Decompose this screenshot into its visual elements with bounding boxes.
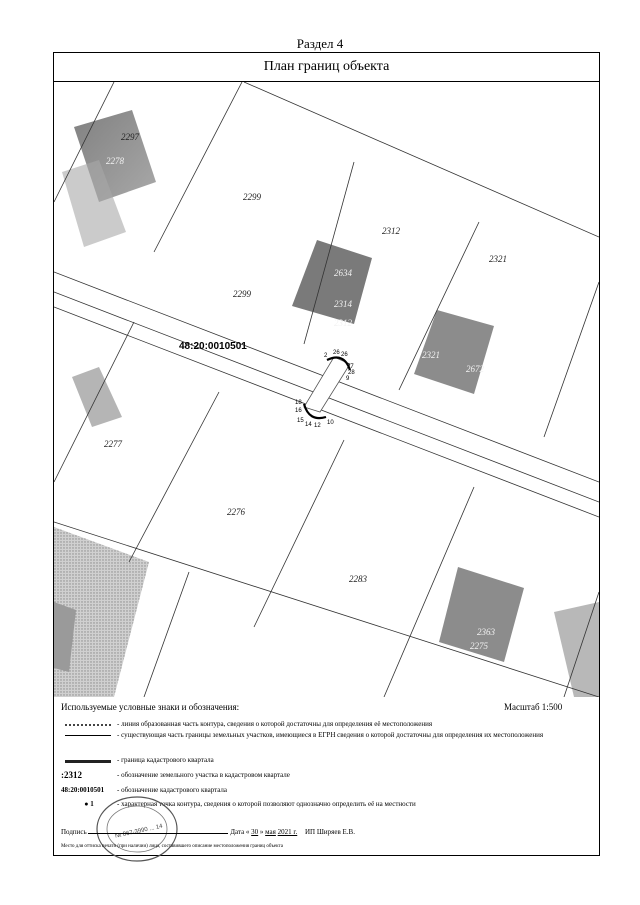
point-label: 15	[297, 418, 304, 424]
label-parcel-2276: 2276	[227, 507, 245, 517]
legend-text: - существующая часть границы земельных участков, имеющиеся в ЕГРН сведения о которой достаточны для определения их местоположения	[117, 731, 544, 739]
legend-symbol-existing-line	[61, 731, 117, 739]
label-building-2363: 2363	[477, 627, 495, 637]
point-label: 18	[295, 400, 302, 406]
point-label: 26	[333, 350, 340, 356]
legend-text: - обозначение земельного участка в кадастровом квартале	[117, 771, 290, 779]
date-label: Дата	[230, 828, 245, 836]
legend-symbol-quarter-line	[61, 756, 117, 764]
building-2277	[72, 367, 122, 427]
point-label: 16	[295, 408, 302, 414]
section-title: Раздел 4	[296, 36, 344, 51]
map-canvas	[54, 82, 599, 697]
label-building-2321: 2321	[422, 350, 440, 360]
legend-text: - характерная точка контура, сведения о которой позволяют однозначно определить её на местности	[117, 800, 416, 808]
label-cadastral-quarter: 48:20:0010501	[179, 341, 247, 352]
point-label: 10	[327, 420, 334, 426]
label-building-2275: 2275	[470, 641, 488, 651]
object-contour	[304, 357, 350, 418]
legend-text: - граница кадастрового квартала	[117, 756, 214, 764]
label-building-2314: 2314	[334, 299, 352, 309]
date-day: 30	[251, 828, 259, 836]
legend-heading: Используемые условные знаки и обозначения:	[61, 702, 240, 712]
legend-symbol-parcel: :2312	[61, 770, 82, 780]
map-scale: Масштаб 1:500	[504, 702, 563, 712]
legend-text: - линия образованная часть контура, сведения о которой достаточны для определения её местоположения	[117, 720, 433, 728]
date-month: мая	[265, 828, 276, 836]
stamp-text: № 867-3990 ... 14	[114, 823, 164, 840]
signature-line	[88, 833, 228, 834]
label-building-2312: 2312	[334, 318, 352, 328]
signature-label: Подпись	[61, 828, 87, 836]
point-label: 12	[314, 423, 321, 429]
label-parcel-2299a: 2299	[243, 192, 261, 202]
building-2634	[292, 240, 372, 324]
legend-item	[61, 731, 587, 739]
label-parcel-2297: 2297	[121, 132, 139, 142]
date-year: 2021 г.	[277, 828, 298, 836]
signature-row: Подпись Дата « 30 » мая 2021 г. ИП Ширяев Е.В.	[61, 828, 355, 836]
label-parcel-2321: 2321	[489, 254, 507, 264]
building-right	[554, 602, 599, 697]
point-label: 26	[341, 352, 348, 358]
label-building-2278: 2278	[106, 156, 124, 166]
legend-item	[61, 771, 587, 779]
stamp-note: Место для оттиска печати (при наличии) лица, составившего описание местоположения границ объекта	[61, 844, 283, 849]
boundary-map[interactable]	[54, 82, 599, 697]
label-building-2634: 2634	[334, 268, 352, 278]
point-label: 28	[348, 370, 355, 376]
point-label: 27	[347, 364, 354, 370]
label-parcel-2312: 2312	[382, 226, 400, 236]
label-parcel-2277: 2277	[104, 439, 122, 449]
label-parcel-2283: 2283	[349, 574, 367, 584]
legend-item	[61, 756, 587, 764]
legend-symbol-quarter: 48:20:0010501	[61, 786, 105, 794]
signer-name: ИП Ширяев Е.В.	[304, 828, 355, 836]
point-label: 14	[305, 422, 312, 428]
plan-title: План границ объекта	[53, 52, 600, 82]
legend-point-number: 1	[90, 800, 94, 808]
point-label: 2	[324, 353, 328, 359]
point-label: 9	[346, 376, 350, 382]
legend-symbol-new-line	[61, 720, 117, 728]
legend-text: - обозначение кадастрового квартала	[117, 786, 228, 794]
label-building-2672: 2672	[466, 364, 484, 374]
legend-item	[61, 720, 587, 728]
point-dot-icon: ●	[84, 800, 89, 808]
label-parcel-2299b: 2299	[233, 289, 251, 299]
